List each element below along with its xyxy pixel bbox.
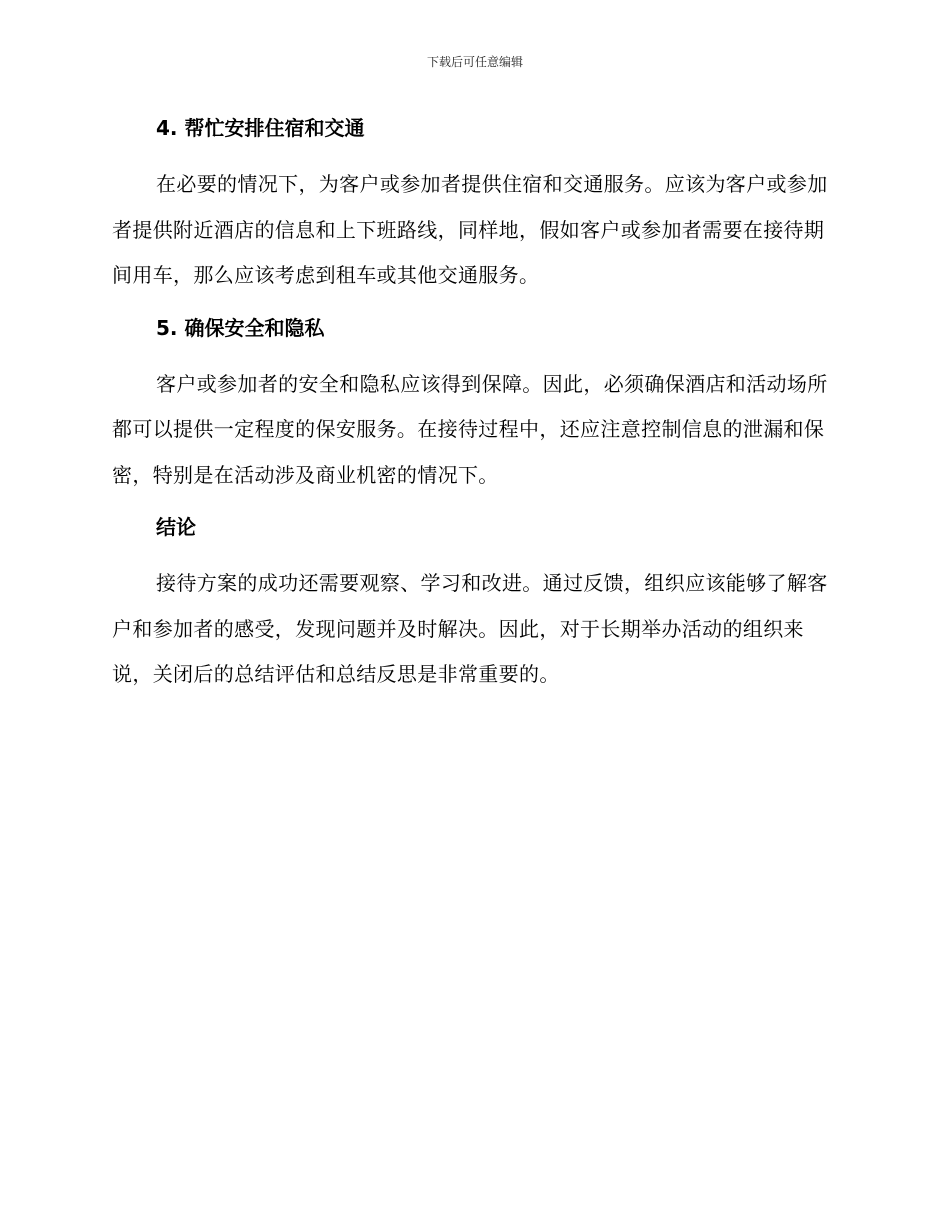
page-header: 下载后可任意编辑 bbox=[426, 55, 523, 69]
section-conclusion bbox=[112, 510, 830, 698]
section-security-privacy bbox=[112, 311, 830, 499]
section-accommodation-transport bbox=[112, 111, 830, 299]
section-heading: 5. 确保安全和隐私 bbox=[156, 315, 325, 340]
section-heading: 4. 帮忙安排住宿和交通 bbox=[156, 116, 365, 140]
section-heading: 结论 bbox=[156, 515, 196, 539]
section-paragraph: 接待方案的成功还需要观察、学习和改进。通过反馈，组织应该能够了解客户和参加者的感受，发现问题并及时解决。因此，对于长期举办活动的组织来说，关闭后的总结评估和总结反思是非常重要的。 bbox=[112, 571, 828, 686]
section-paragraph: 在必要的情况下，为客户或参加者提供住宿和交通服务。应该为客户或参加者提供附近酒店的信息和上下班路线，同样地，假如客户或参加者需要在接待期间用车，那么应该考虑到租车或其他交通服务。 bbox=[112, 172, 828, 287]
document-body bbox=[112, 111, 830, 698]
section-paragraph: 客户或参加者的安全和隐私应该得到保障。因此，必须确保酒店和活动场所都可以提供一定程度的保安服务。在接待过程中，还应注意控制信息的泄漏和保密，特别是在活动涉及商业机密的情况下。 bbox=[112, 371, 828, 487]
